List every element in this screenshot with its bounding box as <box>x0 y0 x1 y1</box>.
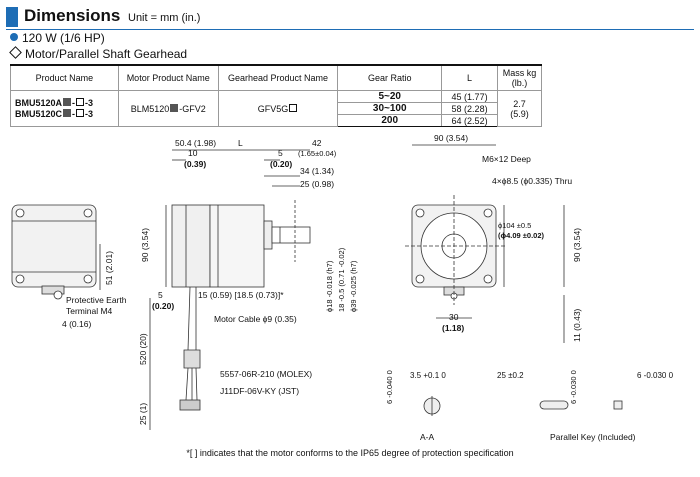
dim-42b: (1.65±0.04) <box>298 149 337 158</box>
dim-15: 15 (0.59) [18.5 (0.73)]* <box>198 290 284 300</box>
dim-5botb: (0.20) <box>152 301 175 311</box>
dim-25k: 25 ±0.2 <box>497 371 524 380</box>
dim-4: 4 (0.16) <box>62 319 92 329</box>
section-aa-view <box>424 396 440 416</box>
gearhead-front-view <box>405 195 505 305</box>
dim-504: 50.4 (1.98) <box>175 138 217 148</box>
dim-25v: 25 (1) <box>138 402 148 425</box>
dim-5: 5 <box>278 148 283 158</box>
label-holes: 4×ϕ8.5 (ϕ0.335) Thru <box>492 176 573 186</box>
label-protective-earth-2: Terminal M4 <box>66 306 113 316</box>
dim-90v: 90 (3.54) <box>140 227 150 262</box>
dim-10b: (0.39) <box>184 159 207 169</box>
cell-mass: 2.7 (5.9) <box>498 91 542 127</box>
dim-5b: (0.20) <box>270 159 293 169</box>
th-motor-product: Motor Product Name <box>118 65 218 91</box>
cell-gear-ratio-3: 200 <box>338 115 442 127</box>
dim-phi104b: (ϕ4.09 ±0.02) <box>498 231 545 240</box>
dim-6k: 6 -0.030 0 <box>569 370 578 404</box>
dim-35: 3.5 +0.1 0 <box>410 371 446 380</box>
cell-l-2: 58 (2.28) <box>442 103 498 115</box>
dim-30: 30 <box>449 312 459 322</box>
label-tap: M6×12 Deep <box>482 154 531 164</box>
th-l: L <box>442 65 498 91</box>
th-mass: Mass kg (lb.) <box>498 65 542 91</box>
footnote: *[ ] indicates that the motor conforms to the IP65 degree of protection specification <box>186 448 514 458</box>
dim-51: 51 (2.01) <box>104 250 114 285</box>
dim-L: L <box>238 138 243 148</box>
label-connector-molex: 5557-06R-210 (MOLEX) <box>220 369 313 379</box>
dim-phi18in: 18 -0.5 (0.71 -0.02) <box>337 247 346 312</box>
dim-11: 11 (0.43) <box>572 308 582 342</box>
dim-25: 25 (0.98) <box>300 179 335 189</box>
th-product-name: Product Name <box>11 65 119 91</box>
page-title: Dimensions <box>24 6 121 25</box>
th-gearhead-product: Gearhead Product Name <box>218 65 338 91</box>
cell-gearhead-product: GFV5G <box>218 91 338 127</box>
dim-520: 520 (20) <box>138 333 148 365</box>
dim-90h: 90 (3.54) <box>434 133 469 143</box>
cell-l-1: 45 (1.77) <box>442 91 498 103</box>
unit-label: Unit = mm (in.) <box>128 12 201 24</box>
dim-phi18: ϕ18 -0.018 (h7) <box>325 260 334 312</box>
dim-90r: 90 (3.54) <box>572 227 582 262</box>
th-gear-ratio: Gear Ratio <box>338 65 442 91</box>
dim-6sec: 6 -0.040 0 <box>385 370 394 404</box>
power-label: 120 W (1/6 HP) <box>22 31 105 45</box>
dim-10: 10 <box>188 148 198 158</box>
parallel-key-view <box>540 401 622 409</box>
dim-phi104: ϕ104 ±0.5 <box>498 221 532 230</box>
subtitle-text: Motor/Parallel Shaft Gearhead <box>25 47 188 61</box>
dim-5bot: 5 <box>158 290 163 300</box>
cell-motor-product: BLM5120 -GFV2 <box>118 91 218 127</box>
cell-product-names: BMU5120A - -3 BMU5120C - -3 <box>11 91 119 127</box>
label-key: Parallel Key (Included) <box>550 432 636 442</box>
dim-42: 42 <box>312 138 322 148</box>
dim-phi39: ϕ39 -0.025 (h7) <box>349 260 358 312</box>
label-protective-earth-1: Protective Earth <box>66 295 127 305</box>
dim-34: 34 (1.34) <box>300 166 335 176</box>
cell-gear-ratio-2: 30~100 <box>338 103 442 115</box>
label-section: A-A <box>420 432 435 442</box>
label-motor-cable: Motor Cable ϕ9 (0.35) <box>214 314 297 324</box>
dim-6kb: 6 -0.030 0 <box>637 371 674 380</box>
dim-30b: (1.18) <box>442 323 465 333</box>
cell-l-3: 64 (2.52) <box>442 115 498 127</box>
label-connector-jst: J11DF-06V-KY (JST) <box>220 386 300 396</box>
motor-end-view <box>12 205 100 299</box>
cell-gear-ratio-1: 5~20 <box>338 91 442 103</box>
